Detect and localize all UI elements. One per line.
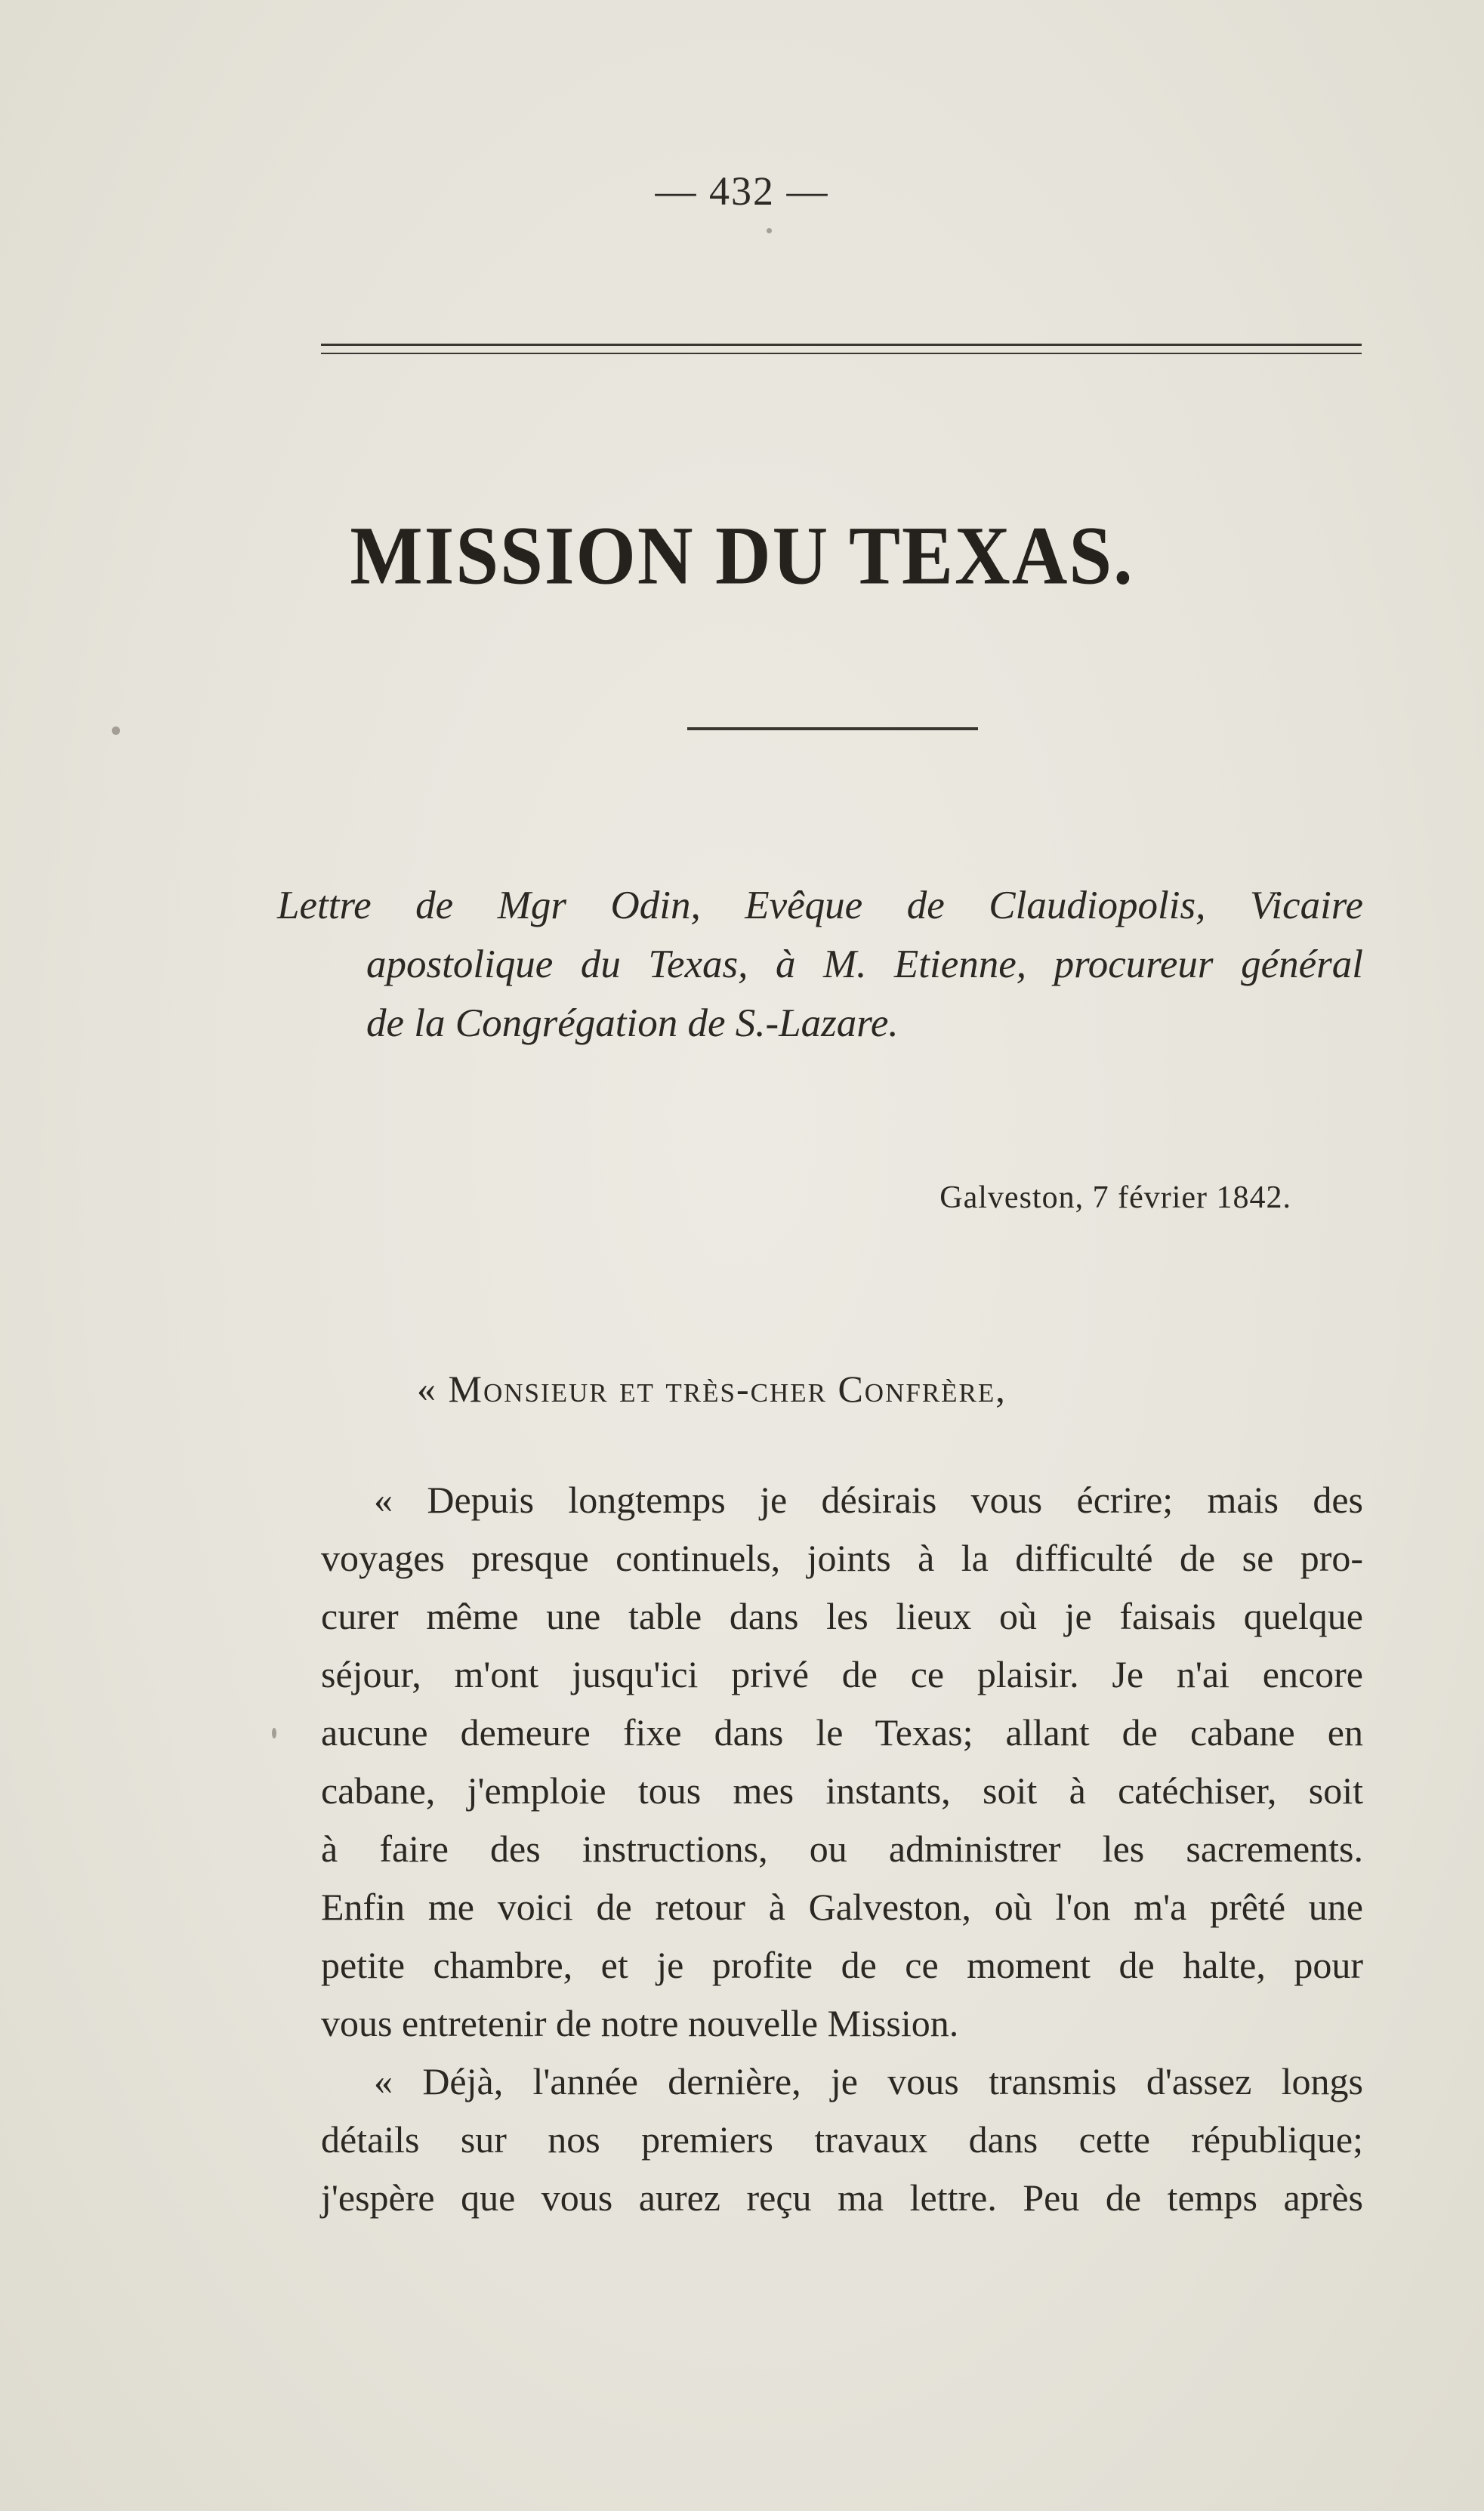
letter-heading-line: apostolique du Texas, à M. Etienne, procureur général	[366, 942, 1363, 986]
paper-speck	[767, 228, 772, 233]
text-line: « Depuis longtemps je désirais vous écrire; mais des	[374, 1479, 1363, 1521]
letter-salutation: « Monsieur et très-cher Confrère,	[417, 1368, 1007, 1410]
text-line: aucune demeure fixe dans le Texas; allant de cabane en	[321, 1711, 1363, 1754]
letter-heading-line: de la Congrégation de S.-Lazare.	[366, 1001, 899, 1045]
text-line: j'espère que vous aurez reçu ma lettre. Peu de temps après	[321, 2176, 1363, 2219]
letter-heading	[277, 876, 1363, 1053]
text-line: voyages presque continuels, joints à la difficulté de se pro-	[321, 1537, 1363, 1579]
text-line: à faire des instructions, ou administrer les sacrements.	[321, 1828, 1363, 1870]
text-line: vous entretenir de notre nouvelle Mission.	[321, 2002, 959, 2044]
paper-speck	[272, 1728, 276, 1738]
paper-speck	[112, 726, 120, 735]
text-line: cabane, j'emploie tous mes instants, soit à catéchiser, soit	[321, 1769, 1363, 1812]
section-title: MISSION DU TEXAS.	[350, 510, 1134, 603]
page-number: — 432 —	[655, 168, 829, 214]
letter-body	[321, 1471, 1363, 2227]
text-line: séjour, m'ont jusqu'ici privé de ce plaisir. Je n'ai encore	[321, 1653, 1363, 1695]
letter-heading-line: Lettre de Mgr Odin, Evêque de Claudiopolis, Vicaire	[277, 884, 1363, 927]
title-underline-rule	[687, 727, 978, 730]
text-line: curer même une table dans les lieux où je faisais quelque	[321, 1595, 1363, 1637]
letter-dateline: Galveston, 7 février 1842.	[939, 1180, 1291, 1215]
text-line: petite chambre, et je profite de ce moment de halte, pour	[321, 1944, 1363, 1986]
text-line: « Déjà, l'année dernière, je vous transmis d'assez longs	[374, 2060, 1363, 2102]
text-line: détails sur nos premiers travaux dans cette république;	[321, 2118, 1363, 2161]
header-double-rule	[321, 344, 1362, 354]
text-line: Enfin me voici de retour à Galveston, où l'on m'a prêté une	[321, 1886, 1363, 1928]
